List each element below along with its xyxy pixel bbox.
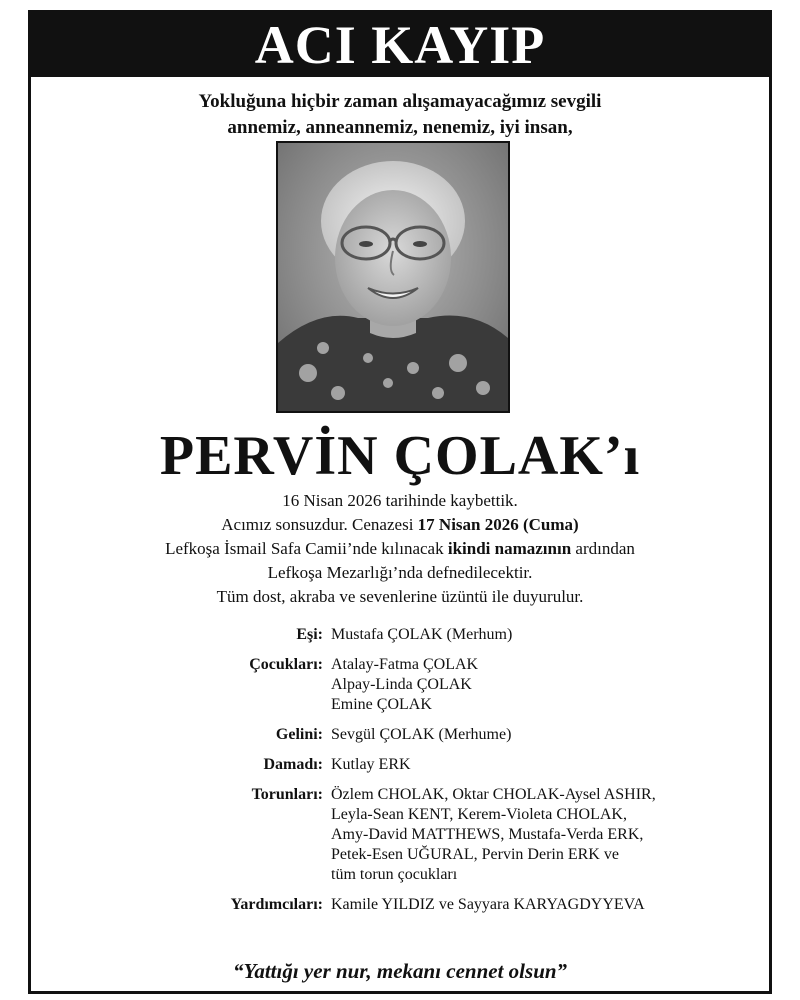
relative-name: Petek-Esen UĞURAL, Pervin Derin ERK ve (331, 846, 619, 863)
announcement-line: Tüm dost, akraba ve sevenlerine üzüntü ile duyurulur. (216, 587, 584, 606)
relative-name: tüm torun çocukları (331, 866, 458, 883)
relative-label: Torunları: (251, 786, 323, 803)
relative-row-grandchildren (31, 785, 769, 885)
announcement-line (31, 537, 769, 561)
text-span: Lefkoşa İsmail Safa Camii’nde kılınacak (165, 539, 448, 558)
relative-row-helpers (31, 895, 769, 915)
relative-row-daughter-in-law (31, 725, 769, 745)
text-span: Acımız sonsuzdur. Cenazesi (221, 515, 418, 534)
relative-label: Gelini: (275, 726, 323, 743)
obituary-notice (28, 10, 772, 994)
relative-name: Leyla-Sean KENT, Kerem-Violeta CHOLAK, (331, 806, 627, 823)
portrait-image (278, 143, 508, 411)
intro-line: Yokluğuna hiçbir zaman alışamayacağımız sevgili (198, 91, 602, 112)
relative-names (331, 895, 769, 915)
prayer-time: ikindi namazının (447, 539, 572, 558)
announcement-line: 16 Nisan 2026 tarihinde kaybettik. (282, 491, 518, 510)
announcement-text (31, 489, 769, 609)
relative-name: Amy-David MATTHEWS, Mustafa-Verda ERK, (331, 826, 644, 843)
relative-name: Kutlay ERK (331, 756, 411, 773)
relative-row-children (31, 655, 769, 715)
relatives-list (31, 625, 769, 925)
relative-name: Mustafa ÇOLAK (Merhum) (331, 626, 513, 643)
relative-row-son-in-law (31, 755, 769, 775)
relative-name: Atalay-Fatma ÇOLAK (331, 656, 479, 673)
relative-name: Özlem CHOLAK, Oktar CHOLAK-Aysel ASHIR, (331, 786, 656, 803)
relative-names (331, 725, 769, 745)
intro-line: annemiz, anneannemiz, nenemiz, iyi insan, (227, 117, 573, 138)
funeral-date: 17 Nisan 2026 (Cuma) (417, 515, 579, 534)
relative-label: Çocukları: (249, 656, 323, 673)
relative-names (331, 655, 769, 715)
banner-title: ACI KAYIP (31, 13, 769, 77)
relative-names (331, 625, 769, 645)
closing-quote: “Yattığı yer nur, mekanı cennet olsun” (232, 959, 568, 983)
text-span: ardından (571, 539, 635, 558)
relative-name: Alpay-Linda ÇOLAK (331, 676, 472, 693)
portrait-photo (276, 141, 510, 413)
relative-label: Eşi: (296, 626, 323, 643)
relative-row-spouse (31, 625, 769, 645)
relative-label: Damadı: (263, 756, 323, 773)
announcement-line (31, 513, 769, 537)
relative-names (331, 755, 769, 775)
deceased-name: PERVİN ÇOLAK’ı (159, 425, 641, 487)
announcement-line: Lefkoşa Mezarlığı’nda defnedilecektir. (267, 563, 533, 582)
relative-name: Kamile YILDIZ ve Sayyara KARYAGDYYEVA (331, 896, 645, 913)
relative-names (331, 785, 769, 885)
relative-name: Sevgül ÇOLAK (Merhume) (331, 726, 512, 743)
intro-text (31, 89, 769, 141)
relative-name: Emine ÇOLAK (331, 696, 432, 713)
relative-label: Yardımcıları: (230, 896, 323, 913)
